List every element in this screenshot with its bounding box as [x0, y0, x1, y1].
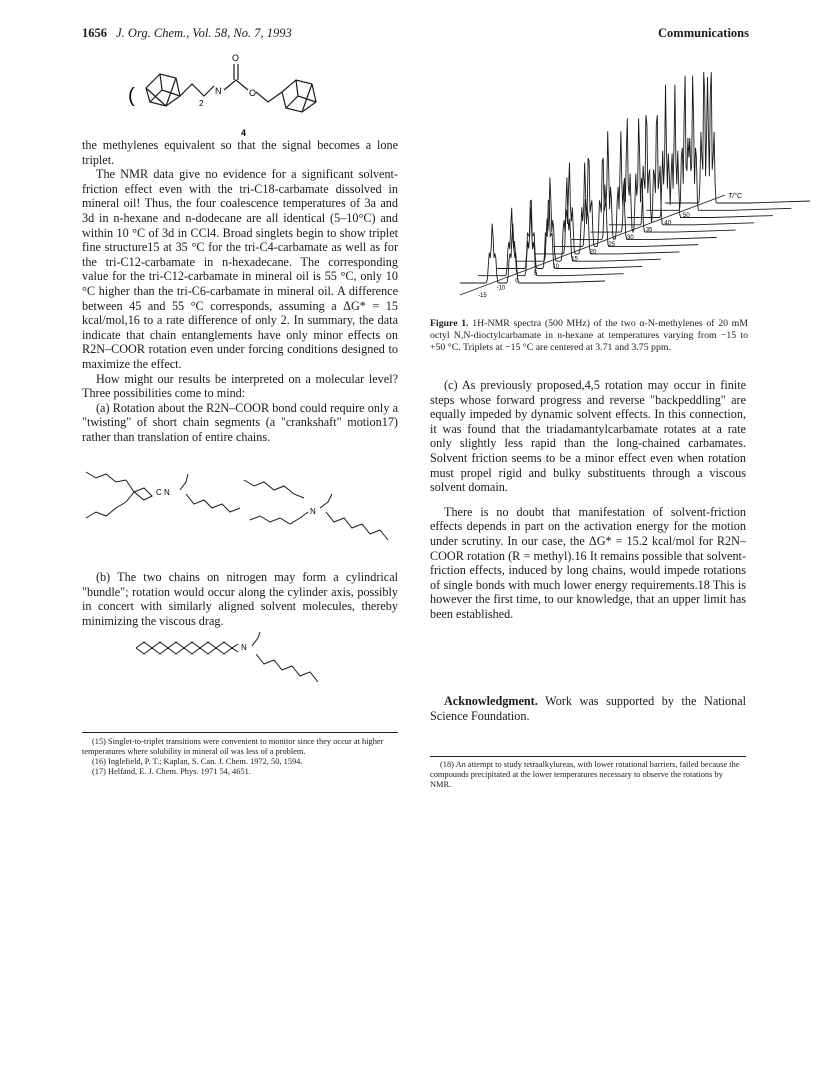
carbonyl-oxygen-label: O [232, 53, 240, 63]
temperature-label: 5 [533, 271, 538, 278]
right-footnotes [430, 760, 746, 790]
scheme-a-diagram [84, 468, 414, 558]
paragraph: The NMR data give no evidence for a significant solvent-friction effect even with the tri-C18-carbamate dissolved in mineral oil! Thus, the four coalescence temperatures of 3a and 3d in n-hexane and n-dodecane are all identical (5–10°C) and within 10 °C of 3d in CCl4. Broad singlets begin to show triplet fine structure15 at 35 °C for the tri-C4-carbamate as well as for the tri-C12-carbamate in n-hexadecane. The corresponding value for the tri-C12-carbamate in mineral oil is 55 °C, only 10 °C higher than the tri-C6-carbamate in mineral oil. A difference between 45 and 55 °C corresponds, assuming a ΔG* = 15 kcal/mol,16 to a rate difference of only 2. In summary, the data indicate that chain entanglements have only minor effects on R2N–COOR rotation even under forcing conditions designed to maximize the effect. [82, 167, 398, 371]
temperature-label: -15 [478, 293, 487, 299]
page-number: 1656 [82, 26, 107, 40]
figure-label: Figure 1. [430, 318, 469, 329]
acknowledgment [430, 694, 746, 723]
temperature-label: -10 [496, 285, 506, 292]
footnote-divider [82, 732, 398, 733]
nitrogen-label: N [215, 86, 222, 96]
journal-citation: J. Org. Chem., Vol. 58, No. 7, 1993 [116, 26, 292, 40]
nmr-spectra-figure [440, 55, 750, 310]
temperature-label: 20 [589, 249, 597, 256]
subscript-2: 2 [199, 99, 204, 108]
scheme-b-diagram [132, 628, 352, 708]
figure-caption [430, 318, 748, 355]
compound-number: 4 [241, 128, 247, 138]
scheme-a-right-label: N [310, 507, 316, 516]
paragraph: There is no doubt that manifestation of solvent-friction effects depends in part on the activation energy for the motion under scrutiny. In our case, the ΔG* = 15.2 kcal/mol for R2N–COOR rotation (R = methyl).16 It remains possible that solvent-friction effects, induced by long chains, would impede rotations of single bonds with much lower energy requirements.18 This is however the first time, to our knowledge, that an upper limit has been established. [430, 504, 746, 621]
axis-label: T/°C [728, 193, 743, 200]
temperature-label: 15 [571, 256, 578, 263]
footnote: (18) An attempt to study tetraalkylureas, with lower rotational barriers, failed because the compounds precipitated at the lower temperatures necessary to observe the rotations by NMR. [430, 760, 740, 789]
temperature-label: 0 [515, 278, 519, 285]
temperature-label: 40 [664, 220, 672, 227]
left-column-text-b [82, 570, 398, 628]
temperature-label: 25 [608, 242, 616, 249]
scheme-b-label: N [241, 643, 247, 652]
left-column-text [82, 138, 398, 444]
paragraph: the methylenes equivalent so that the signal becomes a lone triplet. [82, 138, 398, 167]
nmr-trace [665, 72, 810, 203]
paragraph: (a) Rotation about the R2N–COOR bond could require only a "twisting" of short chain segments (a "crankshaft" motion17) rather than translation of entire chains. [82, 400, 398, 444]
left-footnotes [82, 737, 398, 777]
footnote: (15) Singlet-to-triplet transitions were convenient to monitor since they occur at higher temperatures where solubility in mineral oil was less of a problem. [82, 737, 384, 756]
scheme-a-left-label: C N [156, 488, 170, 497]
paragraph: (c) As previously proposed,4,5 rotation may occur in finite steps whose forward progress and reverse "backpeddling" are equally impeded by dynamic solvent effects. In this connection, it was found that the triadamantylcarbamate rotates at a rate only slightly less rapid than the long-chained carbamates. Solvent friction seems to be a minor effect even when rotation must propel rigid and bulky substituents through a viscous solvent domain. [430, 378, 746, 495]
footnote: (17) Helfand, E. J. Chem. Phys. 1971 54, 4651. [92, 767, 251, 776]
section-title: Communications [658, 26, 749, 40]
paragraph: (b) The two chains on nitrogen may form a cylindrical "bundle"; rotation would occur along the cylinder axis, possibly in concert with similarly aligned solvent molecules, thereby minimizing the viscous drag. [82, 570, 398, 628]
footnote-divider-right [430, 756, 746, 757]
figure-caption-text: 1H-NMR spectra (500 MHz) of the two α-N-methylenes of 20 mM octyl N,N-dioctylcarbamate in n-hexane at temperatures varying from −15 to +50 °C. Triplets at −15 °C are centered at 3.71 and 3.75 ppm. [430, 318, 749, 354]
footnote: (16) Inglefield, P. T.; Kaplan, S. Can. J. Chem. 1972, 50, 1594. [92, 757, 303, 766]
running-header-left [82, 26, 292, 41]
temperature-label: 10 [552, 263, 560, 270]
bracket-left: ( [128, 85, 135, 107]
temperature-label: 30 [627, 234, 634, 241]
acknowledgment-title: Acknowledgment. [444, 694, 538, 708]
temperature-label: 50 [683, 213, 690, 219]
paragraph: How might our results be interpreted on a molecular level? Three possibilities come to mind: [82, 371, 398, 401]
nmr-trace [646, 76, 791, 211]
temperature-label: 35 [645, 227, 653, 234]
structure-4-diagram [128, 50, 368, 140]
acknowledgment-text: Work was supported by the National Science Foundation. [430, 694, 747, 723]
right-column-text [430, 378, 746, 622]
ester-oxygen-label: O [249, 88, 257, 98]
